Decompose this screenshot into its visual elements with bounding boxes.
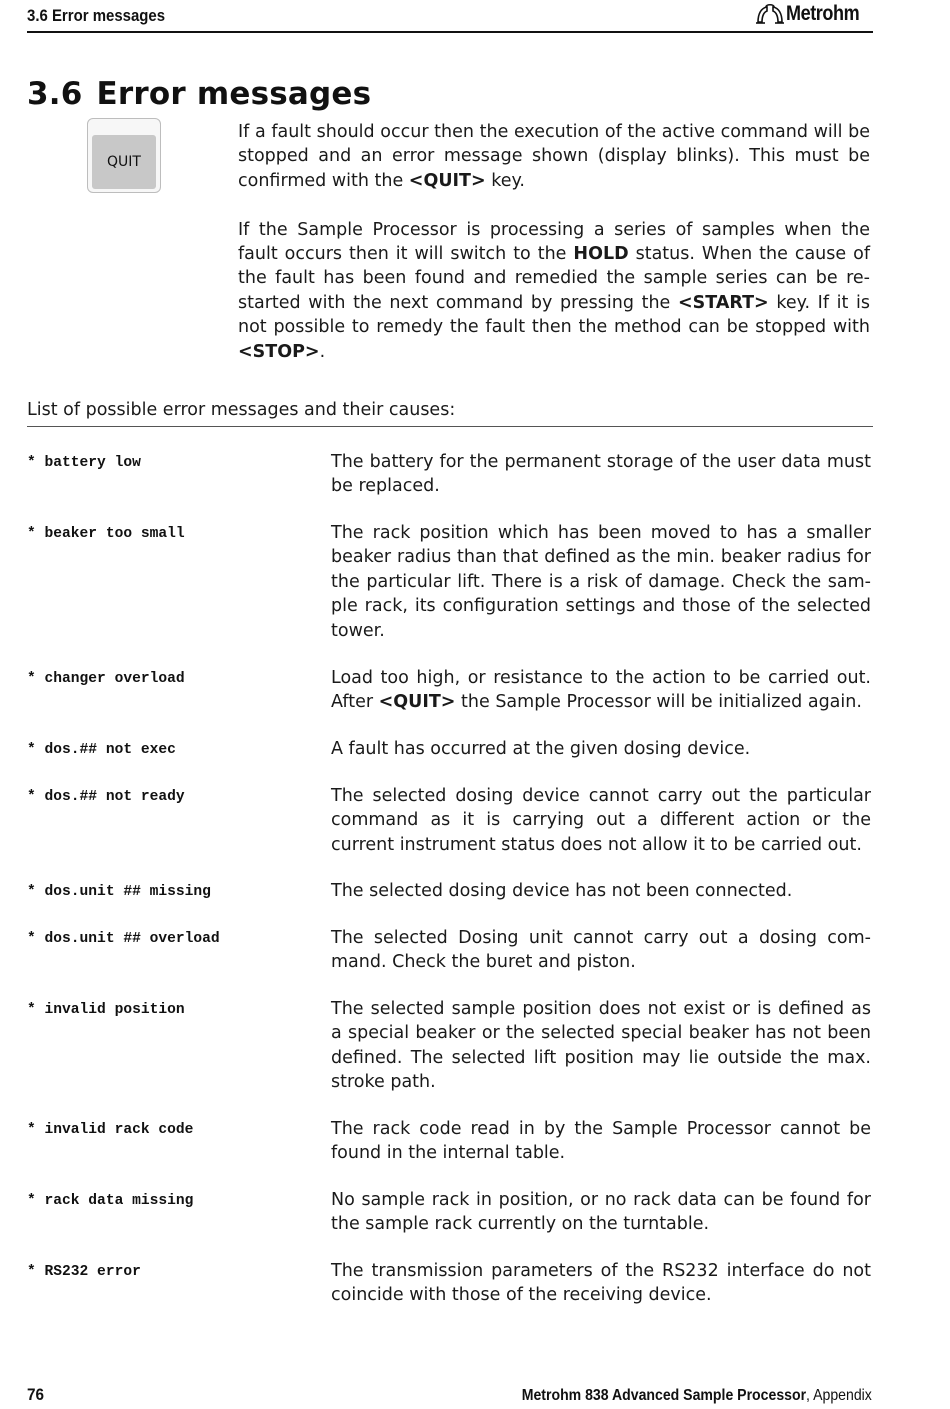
hold-status-ref: HOLD [573, 244, 629, 265]
brand-logo [755, 2, 871, 26]
error-description: No sample rack in position, or no rack data can be found for the sample rack currently on the turntable. [331, 1190, 871, 1235]
start-key-ref: <START> [677, 292, 769, 313]
error-description: The selected dosing device cannot carry out the particular command as it is carrying out a different action or the current instrument status does not allow it to be carried out. [331, 786, 871, 855]
error-code: * dos.## not exec [27, 742, 176, 758]
quit-key-label: QUIT [92, 135, 156, 189]
page-number: 76 [27, 1385, 45, 1404]
intro-paragraph-2: If the Sample Processor is processing a series of samples when the fault occurs then it will switch to the HOLD status. When the cause of the fault has been found and remedied the sample series can be re-started with the next command by pressing the <START> key. If it is not possible to remedy the fault then the method can be stopped with <STOP>. [238, 219, 871, 362]
error-code: * invalid position [27, 1002, 185, 1018]
error-code: * rack data missing [27, 1193, 194, 1209]
section-number: 3.6 [27, 76, 83, 112]
quit-key-illustration [87, 118, 161, 193]
error-description: The transmission parameters of the RS232 interface do not coincide with those of the receiving device. [331, 1261, 871, 1306]
error-description: The selected sample position does not exist or is defined as a special beaker or the selected special beaker has not been defined. The selected lift position may lie outside the max. stroke path. [331, 999, 871, 1093]
stop-key-ref: <STOP> [238, 341, 320, 362]
error-code: * changer overload [27, 671, 185, 687]
error-code: * RS232 error [27, 1264, 141, 1280]
metrohm-logo-icon [755, 2, 785, 26]
error-code: * dos.unit ## overload [27, 931, 220, 947]
error-code: * invalid rack code [27, 1122, 194, 1138]
intro-paragraph-1: If a fault should occur then the execution of the active command will be stopped and an error message shown (display blinks). This must be confirmed with the <QUIT> key. [238, 122, 870, 191]
error-description: The battery for the permanent storage of the user data must be replaced. [331, 452, 871, 497]
error-description: Load too high, or resistance to the action to be carried out. After <QUIT> the Sample Processor will be initialized again. [331, 668, 871, 713]
footer-document-title: Metrohm 838 Advanced Sample Processor, Appendix [521, 1387, 872, 1404]
error-code: * beaker too small [27, 526, 185, 542]
page-title [27, 76, 371, 112]
error-description: The rack position which has been moved to has a smaller beaker radius than that defined as the min. beaker radius for the particular lift. There is a risk of damage. Check the sam-ple rack, its configuration settings and those of the selected tower. [331, 523, 871, 641]
logo-wordmark: Metrohm [785, 2, 860, 25]
quit-key-ref: <QUIT> [378, 692, 456, 713]
page-header [27, 2, 873, 33]
error-code: * dos.unit ## missing [27, 884, 211, 900]
error-description: A fault has occurred at the given dosing device. [331, 739, 751, 759]
error-list-heading: List of possible error messages and their causes: [27, 400, 873, 427]
error-code: * battery low [27, 455, 141, 471]
quit-key-ref: <QUIT> [408, 170, 486, 191]
error-description: The selected dosing device has not been connected. [331, 881, 793, 901]
header-section-title: 3.6 Error messages [27, 6, 166, 25]
section-title: Error messages [96, 76, 372, 112]
error-code: * dos.## not ready [27, 789, 185, 805]
error-description: The rack code read in by the Sample Processor cannot be found in the internal table. [331, 1119, 871, 1164]
error-description: The selected Dosing unit cannot carry out a dosing com-mand. Check the buret and piston. [331, 928, 871, 973]
intro-text [238, 120, 870, 388]
